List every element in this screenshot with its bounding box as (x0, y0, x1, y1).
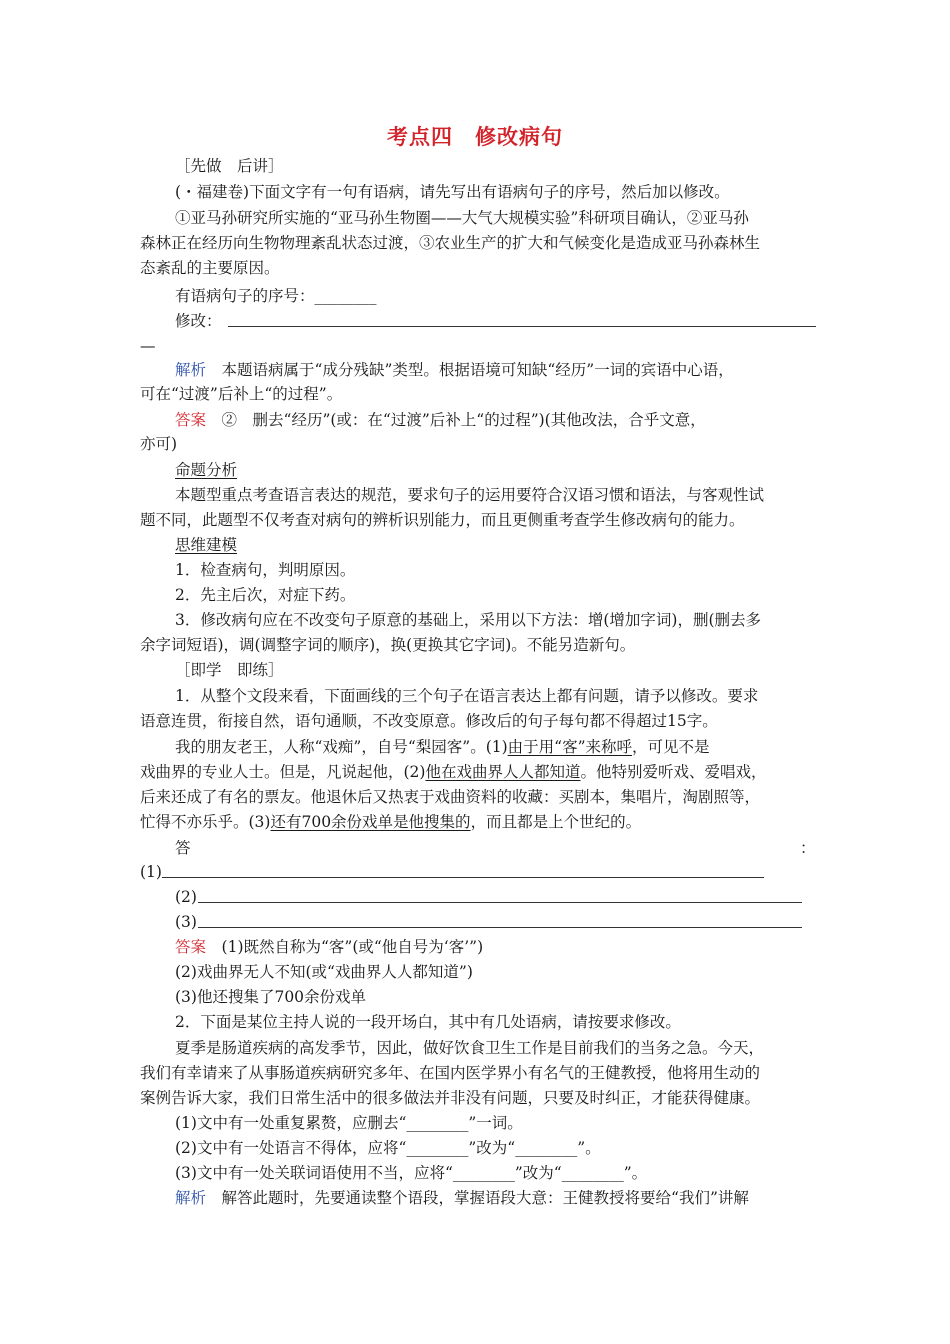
q1-passage-line (140, 762, 767, 782)
analysis-text: 可在“过渡”后补上“的过程”。 (140, 385, 343, 403)
model-item-cont: 余字词短语)，调(调整字词的顺序)，换(更换其它字词)。不能另造新句。 (140, 636, 636, 654)
q1-intro-line: 1．从整个文段来看，下面画线的三个句子在语言表达上都有问题，请予以修改。要求 (175, 687, 759, 705)
passage-text: 戏曲界的专业人士。但是，凡说起他，(2) (140, 763, 426, 781)
analysis-body-line: 题不同，此题型不仅考查对病句的辨析识别能力，而且更侧重考查学生修改病句的能力。 (140, 511, 745, 529)
q2-passage-line: 我们有幸请来了从事肠道疾病研究多年、在国内医学界小有名气的王健教授，他将用生动的 (140, 1064, 761, 1082)
underlined-sentence-1: 由于用“客”来称呼 (507, 738, 633, 756)
sequence-blank[interactable]: ________ (314, 287, 377, 305)
fix-answer-line[interactable] (228, 326, 816, 327)
blank-label-3: (3) (175, 913, 197, 931)
answer-text: (1)既然自称为“客”(或“他自号为‘客’”) (221, 938, 484, 956)
passage-text: ，可见不是 (632, 738, 710, 756)
blank-label-1: (1) (140, 863, 162, 881)
fix-label: 修改： (175, 312, 222, 330)
answer-label: 答案 (175, 411, 207, 429)
q2-passage-line: 夏季是肠道疾病的高发季节，因此，做好饮食卫生工作是目前我们的当务之急。今天， (175, 1039, 765, 1057)
answer-line-3[interactable] (198, 927, 802, 928)
analysis-body-line: 本题型重点考查语言表达的规范，要求句子的运用要符合汉语习惯和语法，与客观性试 (175, 486, 765, 504)
analysis-label: 解析 (175, 361, 207, 379)
q2-item: (2)文中有一处语言不得体，应将“________”改为“________”。 (175, 1139, 601, 1157)
q1-passage-line (140, 812, 641, 832)
answer-line-2[interactable] (198, 902, 802, 903)
answer-colon: ： (800, 839, 816, 857)
analysis-row (175, 360, 734, 380)
analysis-text: 本题语病属于“成分残缺”类型。根据语境可知缺“经历”一词的宾语中心语， (221, 361, 734, 379)
answer-text: ② 删去“经历”(或：在“过渡”后补上“的过程”)(其他改法，合乎文意， (221, 411, 706, 429)
q2-analysis-row (175, 1188, 749, 1208)
q2-item: (3)文中有一处关联词语使用不当，应将“________”改为“________”。 (175, 1164, 648, 1182)
passage-line: 森林正在经历向生物物理紊乱状态过渡，③农业生产的扩大和气候变化是造成亚马孙森林生 (140, 234, 761, 252)
analysis-heading: 命题分析 (175, 461, 238, 479)
passage-text: 忙得不亦乐乎。(3) (140, 813, 271, 831)
analysis-text: 解答此题时，先要通读整个语段，掌握语段大意：王健教授将要给“我们”讲解 (221, 1189, 749, 1207)
q2-item: (1)文中有一处重复累赘，应删去“________”一词。 (175, 1114, 523, 1132)
q2-passage-line: 案例告诉大家，我们日常生活中的很多做法并非没有问题，只要及时纠正，才能获得健康。 (140, 1089, 761, 1107)
answer-line-1[interactable] (162, 877, 764, 878)
underlined-sentence-2: 他在戏曲界人人都知道 (425, 763, 581, 781)
passage-text: 。他特别爱听戏、爱唱戏， (580, 763, 767, 781)
title-part1: 考点四 (387, 124, 453, 149)
answer-text: (3)他还搜集了700余份戏单 (175, 988, 367, 1006)
passage-text: ，而且都是上个世纪的。 (470, 813, 642, 831)
underlined-sentence-3: 还有700余份戏单是他搜集的 (270, 813, 471, 831)
section-heading-learn-practice: ［即学 即练］ (175, 661, 284, 679)
q1-passage-line: 后来还成了有名的票友。他退休后又热衷于戏曲资料的收藏：买剧本，集唱片，淘剧照等， (140, 788, 761, 806)
passage-line: ①亚马孙研究所实施的“亚马孙生物圈——大气大规模实验”科研项目确认，②亚马孙 (175, 209, 749, 227)
answer-label: 答案 (175, 938, 207, 956)
sequence-answer-row (175, 286, 377, 306)
q1-passage-line (175, 737, 710, 757)
model-item: 3．修改病句应在不改变句子原意的基础上，采用以下方法：增(增加字词)，删(删去多 (175, 611, 762, 629)
model-item: 1．检查病句，判明原因。 (175, 561, 356, 579)
sequence-label: 有语病句子的序号： (175, 287, 315, 305)
answer-row (175, 410, 706, 430)
passage-line: 态紊乱的主要原因。 (140, 259, 280, 277)
q1-intro-line: 语意连贯，衔接自然，语句通顺，不改变原意。修改后的句子每句都不得超过15字。 (140, 712, 718, 730)
analysis-label: 解析 (175, 1189, 207, 1207)
q1-answer-row (175, 937, 483, 957)
section-heading-practice-first: ［先做 后讲］ (175, 157, 284, 175)
passage-text: 我的朋友老王，人称“戏痴”，自号“梨园客”。(1) (175, 738, 508, 756)
title-part2: 修改病句 (475, 124, 563, 149)
q2-intro: 2．下面是某位主持人说的一段开场白，其中有几处语病，请按要求修改。 (175, 1013, 681, 1031)
answer-char: 答 (175, 839, 191, 857)
fix-tail: — (140, 337, 156, 355)
blank-label-2: (2) (175, 888, 197, 906)
model-item: 2．先主后次，对症下药。 (175, 586, 356, 604)
model-heading: 思维建模 (175, 536, 238, 554)
answer-text: 亦可) (140, 435, 178, 453)
answer-text: (2)戏曲界无人不知(或“戏曲界人人都知道”) (175, 963, 473, 981)
page-title (0, 121, 950, 151)
question-intro: (・福建卷)下面文字有一句有语病，请先写出有语病句子的序号，然后加以修改。 (175, 183, 730, 201)
